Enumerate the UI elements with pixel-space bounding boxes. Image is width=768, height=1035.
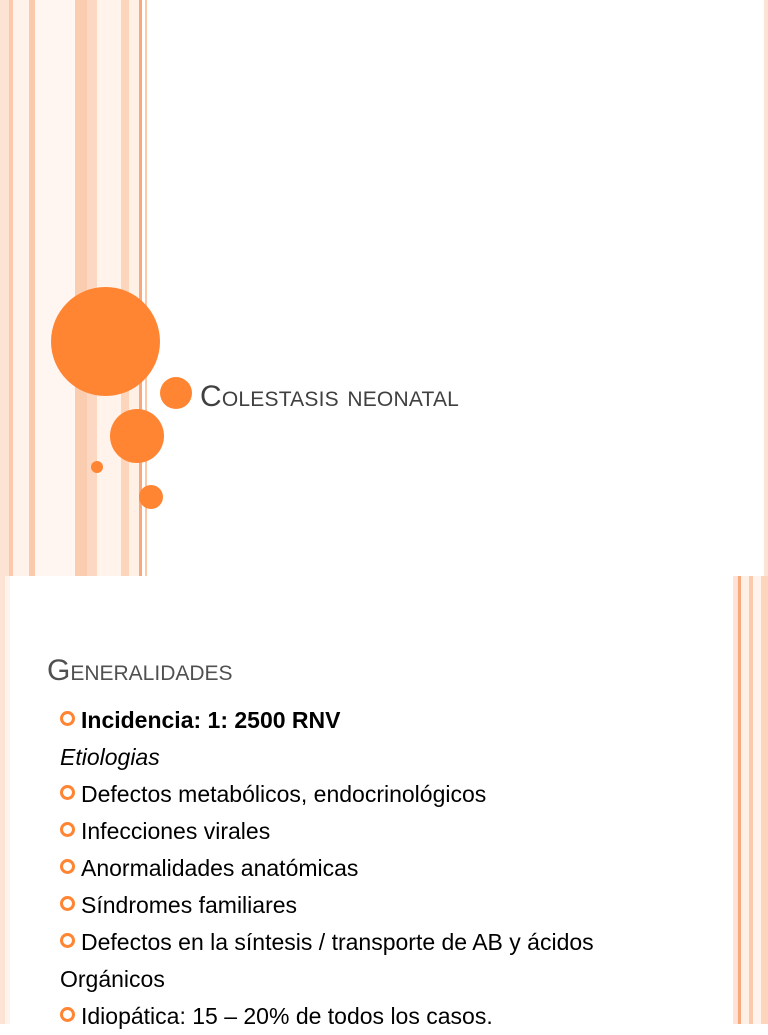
decorative-stripe [13, 0, 29, 576]
small-circle [139, 485, 163, 509]
decorative-stripe [121, 0, 129, 576]
list-item: Defectos en la síntesis / transporte de AB y ácidos [60, 924, 740, 961]
decorative-stripe [5, 576, 10, 1024]
list-item: Anormalidades anatómicas [60, 850, 740, 887]
list-item: Incidencia: 1: 2500 RNV [60, 702, 740, 739]
bullet-icon [60, 822, 75, 837]
bullet-icon [60, 896, 75, 911]
decorative-stripe [129, 0, 139, 576]
decorative-stripe [741, 576, 749, 1024]
list-item: Idiopática: 15 – 20% de todos los casos. [60, 998, 740, 1035]
list-item: Infecciones virales [60, 813, 740, 850]
decorative-stripe [753, 576, 761, 1024]
decorative-stripe [761, 576, 768, 1024]
large-circle [51, 287, 160, 396]
bullet-list [60, 702, 740, 1035]
list-item: Síndromes familiares [60, 887, 740, 924]
bullet-icon [60, 859, 75, 874]
list-item: Defectos metabólicos, endocrinológicos [60, 776, 740, 813]
bullet-icon [60, 785, 75, 800]
medium-circle [110, 409, 164, 463]
section-title: Generalidades [47, 654, 233, 687]
decorative-stripe [0, 0, 9, 576]
bullet-icon [60, 1007, 75, 1022]
list-item: Orgánicos [60, 966, 165, 992]
decorative-stripe [35, 0, 75, 576]
slide-title: Colestasis neonatal [200, 380, 460, 413]
small-circle [160, 377, 192, 409]
decorative-stripe [764, 0, 768, 576]
decorative-stripe [75, 0, 87, 576]
bullet-icon [60, 933, 75, 948]
bullet-icon [60, 711, 75, 726]
list-item: Etiologias [60, 744, 160, 770]
tiny-circle [91, 461, 103, 473]
